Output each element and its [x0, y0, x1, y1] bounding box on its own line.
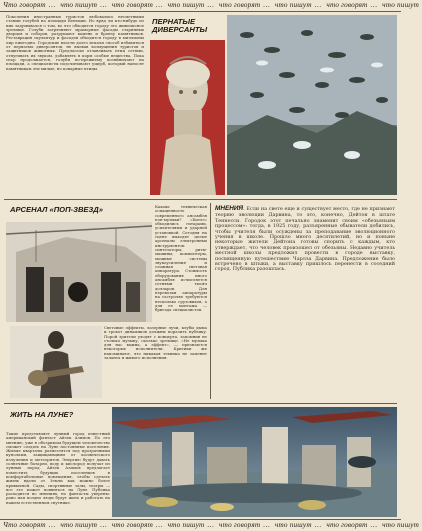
moon-article-text: [6, 432, 110, 516]
pigeons-article-text: [6, 15, 144, 195]
pigeons-body: Поколения иностранных туристов любовались несметными стаями голубей на площади Венеции. Но вряд ли кто-нибудь из них задумывался о том, во что обходится городу это живописное зрелище. Голуби загрязняют мраморные фасады старинных дворцов и соборов, разрушают камень и бронзу памятников. Реставрация скульптур и фасадов обходится городу в миллионы лир ежегодно. Городские власти долго искали способ избавиться от пернатых диверсантов, не вызвав возмущения туристов и защитников животных. Предлагали отлавливать птиц сетями, отпугивать их звуком, добавлять в корм особые вещества. Пока спор продолжается, голуби по-прежнему хозяйничают на площади, а специалисты подсчитывают ущерб, который наносят памятникам эти милые, но коварные птицы.: [6, 14, 144, 71]
lunar-city-drawing: [112, 407, 397, 517]
band-phrase: что говорят: [219, 1, 261, 9]
lunar-city-illustration: [112, 407, 397, 517]
band-phrase: что говорят: [326, 521, 368, 529]
moon-heading: ЖИТЬ НА ЛУНЕ?: [10, 410, 74, 419]
guitarist-photo: [10, 326, 102, 398]
pigeon-statue-photo: [150, 40, 225, 195]
running-header-band: Что говорят … что пишут … что говорят … что пишут … что говорят … что пишут … что говорят … что пишут: [0, 0, 401, 12]
band-phrase: что говорят: [111, 1, 154, 9]
band-phrase: что говорят: [326, 1, 368, 9]
opinions-body: Если на свете еще и существует место, где не признают теорию эволюции Дарвина, то это, конечно, Дейтон в штате Теннесси. Городок этот печально знаменит своим «обезьяньим процессом»: тогда, в 1925 году, разъяренные обыватели добились, чтобы учителя были осуждены за преподавание эволюционного учения в школе. Прошло много десятилетий, но и поныне некоторые жители Дейтона готовы спорить с каждым, кто утверждает, что человек произошел от обезьяны. Недавно учитель местной школы предложил провести в городе выставку, посвященную путешествию Чарлза Дарвина. Предложение было встречено в штыки, а выставку пришлось перенести в соседний город. Публика разошлась.: [215, 206, 395, 273]
band-phrase: что говорят: [111, 521, 154, 529]
pigeon-flock-illustration: [227, 15, 397, 195]
pigeons-heading: ПЕРНАТЫЕ ДИВЕРСАНТЫ: [152, 17, 208, 35]
band-phrase: что пишут: [167, 1, 205, 9]
section-divider: [4, 403, 397, 404]
band-phrase: Что говорят: [3, 521, 46, 529]
band-phrase: что пишут: [382, 521, 419, 529]
pop-stars-heading: АРСЕНАЛ «ПОП-ЗВЕЗД»: [10, 205, 103, 214]
band-phrase: что говорят: [219, 521, 261, 529]
pop-stars-body-right: Световые эффекты, лазерные лучи, клубы дыма и грохот динамиков должны поразить публику. Порой зрители уходят с концерта, запомнив не столько музыку, сколько зрелище. «Не музыка для нас важна, а эффект», — признаются некоторые исполнители. Критики же напоминают, что никакая техника не заменит таланта и живого исполнения.: [104, 325, 207, 361]
concert-equipment-photo: [6, 222, 152, 322]
pop-stars-text-left: [155, 205, 207, 323]
band-phrase: что пишут: [60, 521, 98, 529]
band-phrase: что пишут: [274, 1, 312, 9]
band-phrase: что пишут: [382, 1, 419, 9]
guitarist-illustration: [10, 326, 102, 398]
pop-stars-text-right: [104, 326, 207, 398]
opinions-article-text: МНЕНИЯ. Если на свете еще и существует место, где не признают теорию эволюции Дарвина, то это, конечно, Дейтон в штате Теннесси. Городок этот печально знаменит своим «обезьяньим процессом»: тогда, в 1925 году, разъяренные обыватели добились, чтобы учителя были осуждены за преподавание эволюционного учения в школе. Прошло много десятилетий, но и поныне некоторые жители Дейтона готовы спорить с каждым, кто утверждает, что человек произошел от обезьяны. Недавно учитель местной школы предложил провести в городе выставку, посвященную путешествию Чарлза Дарвина. Предложение было встречено в штыки, а выставку пришлось перенести в соседний город. Публика разошлась.: [215, 205, 395, 273]
statue-illustration: [150, 40, 225, 195]
band-phrase: что пишут: [167, 521, 205, 529]
moon-body: Такие представляет лунный город известный американский фантаст Айзек Азимов. По его мнению, уже в обозримом будущем человечество сможет создать на Луне постоянные поселения. Жилые кварталы разместятся под прозрачными куполами, защищающими от космического излучения и метеоритов. Энергию будут давать солнечные батареи, воду и кислород получат из лунных пород. Айзек Азимов предлагает поместить будущих поселенцев в комфортабельные помещения, чтобы сделать жизнь вдали от Земли как можно более привычной. Сады, спортивные залы, театры — все это может появиться на Луне. Публика расходится во мнениях, но фантасты уверены: рано или поздно люди будут жить и работать на нашем естественном спутнике.: [6, 431, 110, 505]
column-divider: [210, 203, 211, 399]
section-divider: [4, 199, 397, 200]
band-phrase: что пишут: [60, 1, 98, 9]
band-phrase: Что говорят: [3, 1, 46, 9]
running-footer-band: Что говорят … что пишут … что говорят … что пишут … что говорят … что пишут … что говорят … что пишут: [0, 519, 401, 531]
stage-illustration: [6, 222, 152, 322]
opinions-heading: МНЕНИЯ: [215, 205, 244, 212]
band-phrase: что пишут: [274, 521, 312, 529]
pigeon-flock-photo: [227, 15, 397, 195]
pop-stars-body-left: Какова техническая оснащенность современного ансамбля поп-музыки? «Битлз» обходились гитарами, усилителями и ударной установкой. Сегодня на сцене выходят целые арсеналы электронных инструментов: синтезаторы, ритм-машины, компьютеры, мощные системы звукоусиления и сложная световая аппаратура. Стоимость оборудования иного ансамбля исчисляется сотнями тысяч долларов. Для перевозки аппаратуры на гастролях требуются несколько грузовиков, а для ее монтажа — бригада специалистов.: [155, 204, 207, 313]
